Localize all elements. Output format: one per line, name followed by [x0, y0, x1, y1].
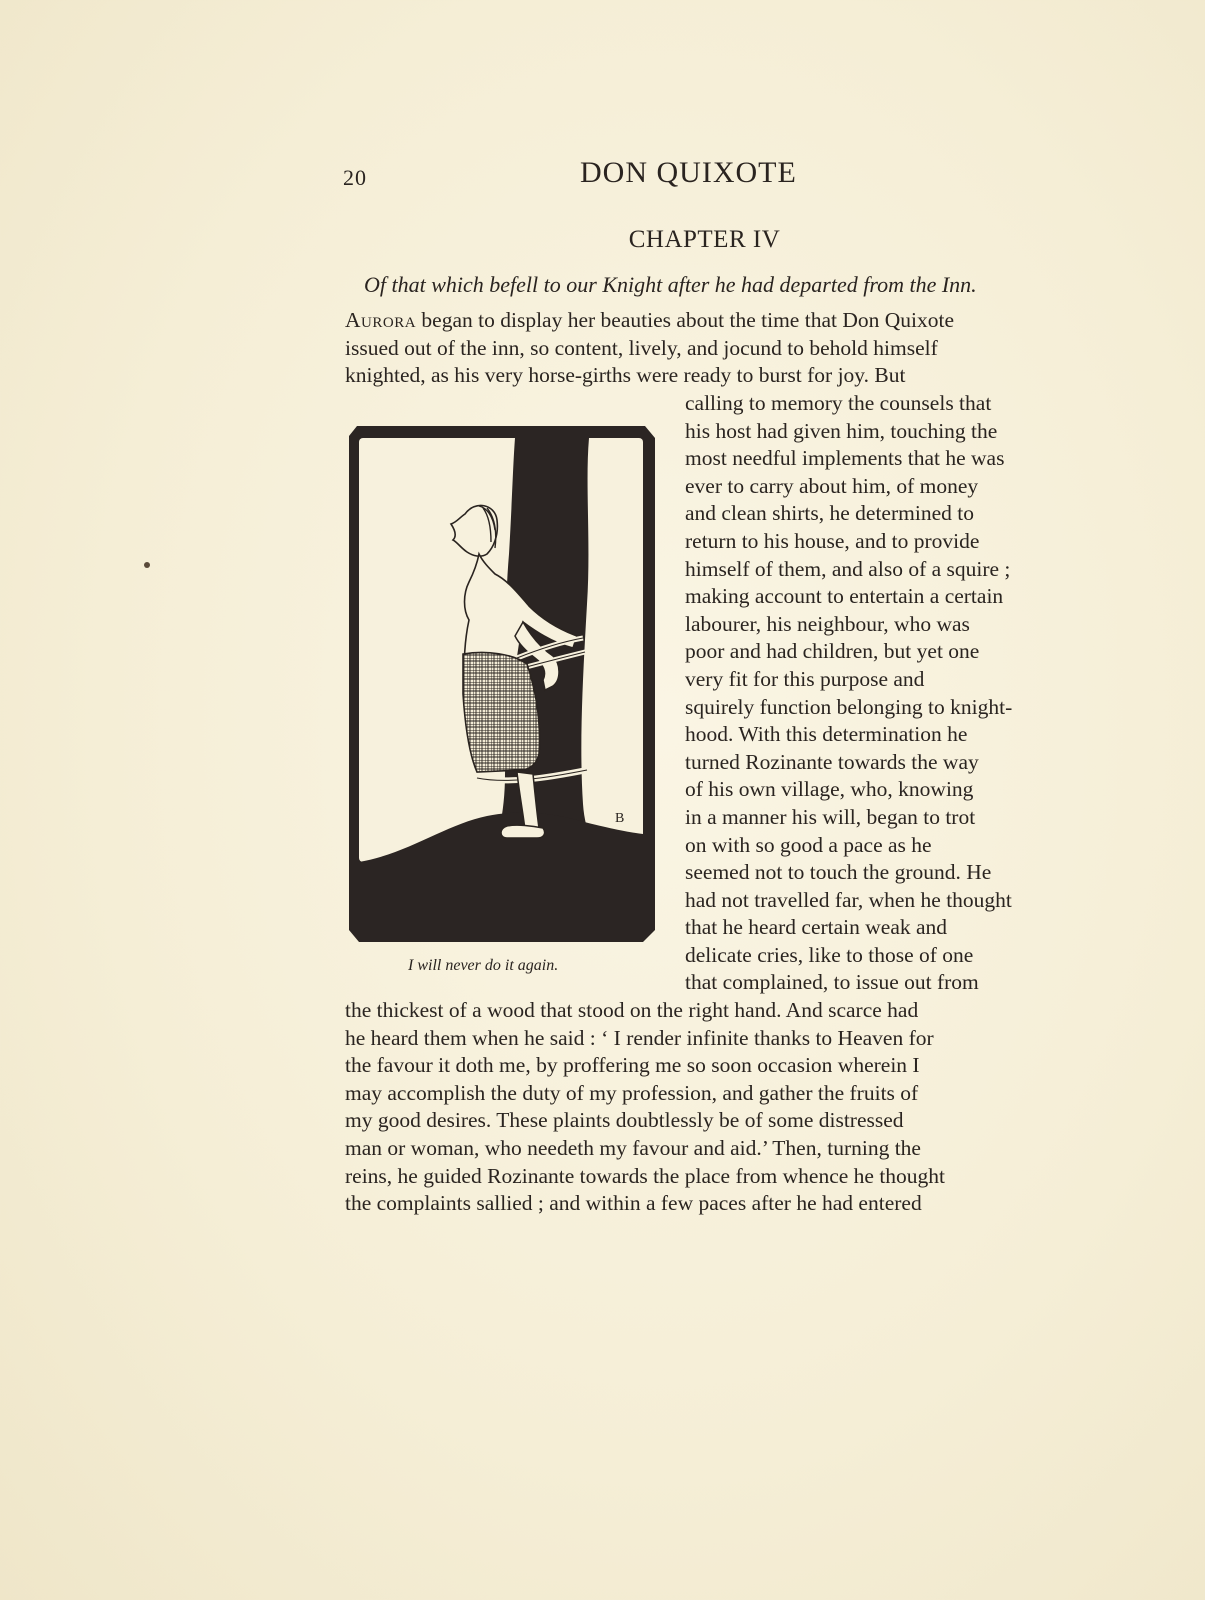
body-line: squirely function belonging to knight- [685, 694, 1013, 719]
body-line: return to his house, and to provide [685, 528, 980, 553]
body-line: himself of them, and also of a squire ; [685, 556, 1011, 581]
body-line: in a manner his will, began to trot [685, 804, 976, 829]
body-line: turned Rozinante towards the way [685, 749, 979, 774]
body-line: and clean shirts, he determined to [685, 501, 974, 526]
body-line: most needful implements that he was [685, 446, 1005, 471]
body-line: knighted, as his very horse-girths were ready to burst for joy. But [345, 363, 906, 388]
running-head: DON QUIXOTE [580, 156, 797, 189]
woodcut-illustration [347, 424, 657, 944]
body-line: his host had given him, touching the [685, 418, 998, 443]
body-line: calling to memory the counsels that [685, 391, 992, 415]
chapter-title [0, 226, 1205, 254]
body-line: he heard them when he said : ‘ I render infinite thanks to Heaven for [345, 1025, 934, 1050]
illustrator-monogram: B [615, 811, 625, 826]
body-line: labourer, his neighbour, who was [685, 611, 970, 636]
body-line: of his own village, who, knowing [685, 777, 974, 802]
body-text-top [345, 307, 1081, 390]
body-line: man or woman, who needeth my favour and aid.’ Then, turning the [345, 1135, 921, 1160]
body-text-side [685, 390, 1081, 997]
body-line: reins, he guided Rozinante towards the place from whence he thought [345, 1163, 946, 1188]
chapter-subtitle: Of that which befell to our Knight after he had departed from the Inn. [364, 272, 977, 297]
body-line: very fit for this purpose and [685, 666, 925, 691]
page-number: 20 [343, 165, 367, 190]
body-line: making account to entertain a certain [685, 584, 1004, 609]
illustration-caption: I will never do it again. [408, 957, 559, 974]
body-line: on with so good a pace as he [685, 832, 932, 857]
body-line: poor and had children, but yet one [685, 639, 980, 664]
body-line: may accomplish the duty of my profession, and gather the fruits of [345, 1080, 919, 1105]
body-line: the favour it doth me, by proffering me so soon occasion wherein I [345, 1053, 920, 1078]
body-line: my good desires. These plaints doubtlessly be of some distressed [345, 1108, 904, 1133]
body-line: hood. With this determination he [685, 722, 968, 747]
body-line: that he heard certain weak and [685, 915, 948, 940]
body-line: seemed not to touch the ground. He [685, 860, 992, 885]
body-line: that complained, to issue out from [685, 970, 979, 995]
body-line: the complaints sallied ; and within a few paces after he had entered [345, 1191, 922, 1216]
body-text-bottom [345, 997, 1081, 1218]
body-line: Aurora began to display her beauties about the time that Don Quixote [345, 308, 955, 332]
body-line: delicate cries, like to those of one [685, 942, 974, 967]
body-line: the thickest of a wood that stood on the right hand. And scarce had [345, 998, 919, 1022]
body-line: had not travelled far, when he thought [685, 887, 1012, 912]
drop-word: Aurora [345, 308, 417, 332]
body-line: issued out of the inn, so content, lively, and jocund to behold himself [345, 335, 938, 360]
chapter-title-text: CHAPTER IV [628, 226, 781, 253]
body-line: ever to carry about him, of money [685, 473, 979, 498]
paper-speck [144, 562, 150, 568]
